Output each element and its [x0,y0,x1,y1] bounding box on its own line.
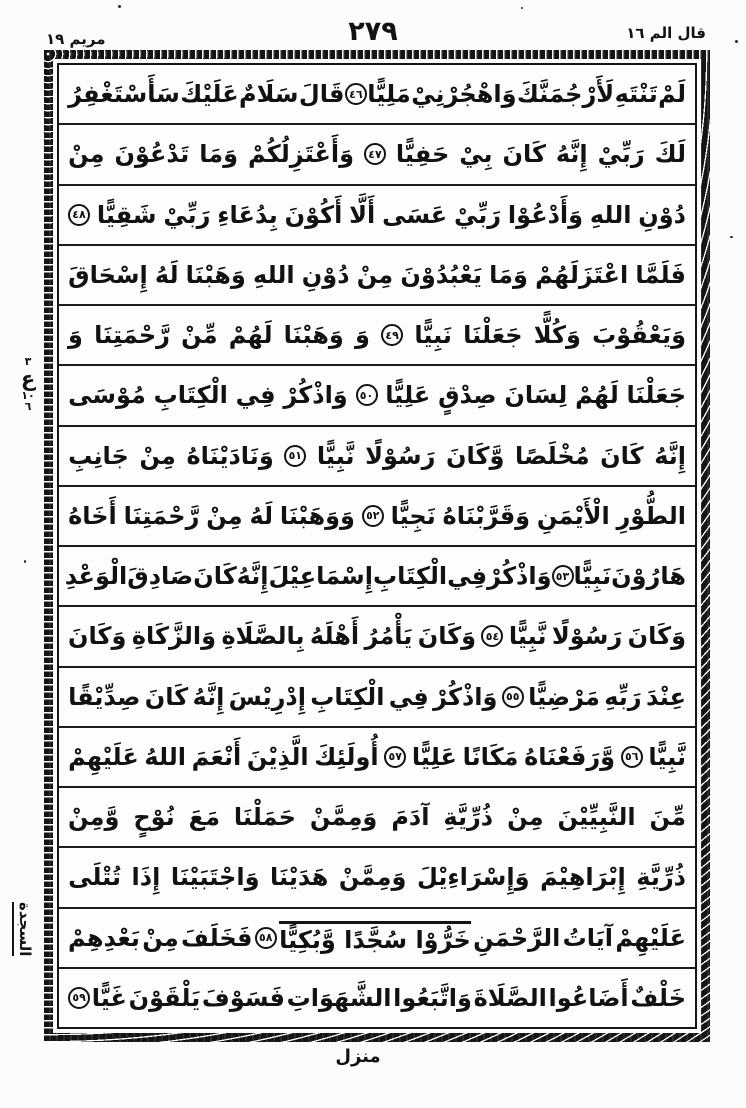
quran-line [59,366,695,426]
scan-speck [521,7,523,9]
quran-word: عَسَى [382,200,448,229]
quran-word: عَلَيْكَ [180,80,239,109]
quran-word: آيَاتُ [562,923,614,952]
quran-word: صِدِّيْقًا [68,682,141,711]
quran-word: وَهَبْنَا [283,321,344,350]
quran-word: الشَّهَوَاتِ [286,983,392,1012]
quran-word: وَ [68,321,83,350]
quran-word: وَكَانَ [68,622,127,651]
quran-word: تَنْتَهِ [614,80,658,109]
quran-word: نَّبِيًّا [648,742,686,771]
quran-word: مِنْ [68,140,105,169]
quran-word: وَّمِنْ [68,803,120,832]
quran-word: ذُرِّيَّةِ [636,863,686,892]
quran-word: وَ [355,321,370,350]
quran-word: حَمَلْنَا [233,803,296,832]
quran-line [59,487,695,547]
quran-word: هَدَيْنَا [270,863,329,892]
quran-word: تَدْعُوْنَ [114,140,190,169]
quran-word: لِسَانَ [504,381,568,410]
quran-word: لَهُمْ [575,381,619,410]
quran-word: قَالَ [298,80,345,109]
quran-word: لَهُمْ [228,321,273,350]
quran-word: فَخَلَفَ [181,923,253,952]
quran-word: نَجِيًّا [390,501,436,530]
quran-line [59,186,695,246]
quran-word: فَلَمَّا [635,260,686,289]
scan-speck [735,40,738,43]
quran-word: مَعَ [188,803,220,832]
quran-line [59,306,695,366]
quran-word: بِالصَّلَاةِ [221,622,305,651]
quran-word: سَأَسْتَغْفِرُ [68,80,180,109]
quran-word: مِنْ [507,803,544,832]
quran-word: كَانَ [144,682,189,711]
quran-word: وَّرَفَعْنَاهُ [524,742,616,771]
quran-word: الطُّوْرِ [616,501,686,530]
quran-word: الصَّلَاةَ [473,983,547,1012]
scan-speck [730,236,733,238]
text-lines [57,63,697,1029]
quran-word: وَمِمَّنْ [309,803,378,832]
quran-word: مِنْ [206,501,243,530]
quran-word: يَأْمُرُ [364,622,413,651]
quran-word: أَخَاهُ [68,501,117,530]
quran-word: كَانَ [193,562,237,591]
quran-word: وَوَهَبْنَا [279,501,355,530]
quran-word: كَانَ [600,441,644,470]
quran-word: مِنْ [356,260,394,289]
quran-word: رَبِّهِ [604,682,642,711]
quran-word: وَيَعْقُوْبَ [592,321,686,350]
quran-word: مَلِيًّا [367,80,411,109]
quran-word: اعْتَزَلَهُمْ [535,260,629,289]
quran-word: عَلِيًّا [385,381,431,410]
quran-word: يَعْبُدُوْنَ [400,260,482,289]
quran-word: عِنْدَ [645,682,686,711]
frame-gap [53,59,701,1033]
quran-word: بِدُعَاءِ [217,200,278,229]
quran-word: نُوْحٍ [133,803,175,832]
quran-word: وَاتَّبَعُوا [393,983,472,1012]
surah-header-label: مريم ١٩ [46,30,106,48]
quran-word: نَّبِيًّا [316,441,355,470]
quran-word: فَسَوْفَ [201,983,285,1012]
quran-word: إِدْرِيْسَ [228,682,306,711]
quran-word: لَهُ [154,260,179,289]
quran-word: وَمَا [199,140,239,169]
quran-line [59,728,695,788]
quran-word: اللهُ [144,742,186,771]
quran-word: ذُرِّيَّةِ [443,803,494,832]
quran-word: وَاذْكُرْ [487,562,552,591]
ruku-number-mid: ١٠ [21,388,35,402]
quran-word: اللهِ [253,260,295,289]
quran-word: وَأَعْتَزِلُكُمْ [247,140,355,169]
sajdah-margin-note: السجدة [12,902,34,956]
quran-word: بِيْ [459,140,493,169]
quran-word: سَلَامٌ [239,80,299,109]
quran-word: إِنَّهُ [236,562,269,591]
quran-word: جَعَلْنَا [626,381,686,410]
quran-line [59,668,695,728]
quran-word: آدَمَ [391,803,430,832]
quran-line [59,65,695,125]
ayah-number-medallion: ٥٤ [481,625,503,647]
quran-word: الرَّحْمَنِ [473,923,561,952]
ayah-number-medallion: ٥٩ [68,987,90,1009]
quran-word: لَمْ [658,80,686,109]
quran-word: غَيًّا [91,983,127,1012]
quran-word: وَنَادَيْنَاهُ [186,441,274,470]
quran-word: الْكِتَابِ [373,562,448,591]
quran-word: بَعْدِهِمْ [68,923,140,952]
quran-word: كَانَ [502,140,546,169]
quran-word: رَبِّيْ [597,140,645,169]
quran-word: نَّبِيًّا [508,622,547,651]
ayah-number-medallion: ٥٨ [255,927,277,949]
quran-word: مَرْضِيًّا [528,682,600,711]
quran-word: رَبِّيْ [454,200,502,229]
quran-word: الْكِتَابِ [153,381,228,410]
ruku-number-bottom: ٦ [24,400,32,414]
quran-word: مُخْلَصًا [514,441,590,470]
quran-word: الْوَعْدِ [64,562,128,591]
quran-line [59,848,695,908]
quran-word: أَهْلَهُ [309,622,360,651]
quran-word: إِنَّهُ [654,441,686,470]
quran-word: وَإِسْرَاءِيْلَ [416,863,530,892]
ain-ruku-icon: ع [20,366,36,391]
quran-word: الْأَيْمَنِ [536,501,610,530]
ayah-number-medallion: ٥١ [284,445,306,467]
quran-word: إِنَّهُ [555,140,588,169]
ayah-number-medallion: ٥٢ [362,505,384,527]
quran-word: وَكَانَ [417,622,477,651]
quran-word: لَكَ [654,140,686,169]
quran-word: دُوْنِ [638,200,686,229]
quran-word: فِي [235,381,276,410]
quran-word: وَقَرَّبْنَاهُ [442,501,531,530]
quran-line [59,427,695,487]
quran-line [59,607,695,667]
quran-word: حَفِيًّا [395,140,450,169]
quran-word: وَكَانَ [627,622,686,651]
quran-word: وَكُلًّا [533,321,581,350]
quran-word: رَسُوْلًا [551,622,623,651]
ayah-number-medallion: ٤٧ [364,143,386,165]
quran-word: أَلَّا [349,200,376,229]
ruku-marker [14,356,42,413]
quran-word: نَبِيًّا [573,562,612,591]
ayah-number-medallion: ٥٥ [502,686,524,708]
quran-word: أَنْعَمَ [191,742,242,771]
quran-word: النَّبِيِّيْنَ [557,803,636,832]
quran-word: يَلْقَوْنَ [128,983,201,1012]
quran-word: إِسْحَاقَ [68,260,148,289]
quran-word: إِنَّهُ [192,682,225,711]
quran-word: صَادِقَ [127,562,194,591]
quran-word: رَّحْمَتِنَا [123,501,200,530]
ruku-number-top: ٣ [24,355,32,368]
ayah-number-medallion: ٥٧ [384,746,406,768]
quran-line [59,788,695,848]
quran-word: إِذَا [131,863,161,892]
quran-line [59,547,695,607]
quran-word: إِسْمَاعِيْلَ [268,562,374,591]
quran-line [59,246,695,306]
quran-word: أَضَاعُوا [548,983,629,1012]
ayah-number-medallion: ٤٨ [68,204,90,226]
quran-word: وَالزَّكَاةِ [131,622,217,651]
quran-word: صِدْقٍ [438,381,497,410]
quran-word: عَلَيْهِمْ [68,742,139,771]
quran-word: مُوْسَى [68,381,146,410]
scan-speck [24,560,26,563]
quran-word: إِبْرَاهِيْمَ [540,863,626,892]
ayah-number-medallion: ٥٦ [621,746,643,768]
quran-word: وَّكَانَ [446,441,505,470]
quran-word: وَاهْجُرْنِيْ [411,80,517,109]
quran-word: أُولَئِكَ [314,742,379,771]
ayah-number-medallion: ٥٣ [552,565,574,587]
ayah-number-medallion: ٤٩ [381,324,403,346]
quran-line [59,969,695,1027]
quran-word: عَلِيًّا [411,742,457,771]
quran-word: مِنْ [142,923,179,952]
quran-word: جَعَلْنَا [463,321,523,350]
quran-word: مِّنْ [181,321,218,350]
quran-line [59,909,695,969]
quran-word: وَاذْكُرْ [433,682,498,711]
quran-word: لَهُ [249,501,274,530]
quran-word: مِنْ [139,441,176,470]
quran-word: رَسُوْلًا [365,441,436,470]
quran-word: وَاذْكُرْ [283,381,348,410]
ornamental-border-frame [44,50,710,1042]
ayah-number-medallion: ٥٠ [356,384,378,406]
quran-word: تُتْلَى [68,863,121,892]
quran-word: لَأَرْجُمَنَّكَ [516,80,615,109]
sajdah-overlined-text: خَرُّوْا سُجَّدًا وَّبُكِيًّا [279,921,471,954]
scan-speck [118,5,121,8]
quran-word: وَأَدْعُوْا [507,200,584,229]
juz-header-label: قال الم ١٦ [626,24,706,42]
quran-word: وَمَا [489,260,528,289]
quran-line [59,125,695,185]
catchword: منزل [335,1046,381,1067]
page-number: ٢٧٩ [348,16,398,47]
quran-word: الْكِتَابِ [310,682,385,711]
quran-word: اللهِ [589,200,632,229]
quran-word: مَكَانًا [462,742,519,771]
quran-word: رَّحْمَتِنَا [94,321,170,350]
quran-word: خَلْفٌ [630,983,686,1012]
quran-word: الَّذِيْنَ [246,742,309,771]
quran-word: فِي [388,682,429,711]
quran-word: أَكُوْنَ [284,200,343,229]
quran-word: شَقِيًّا [96,200,157,229]
quran-word: وَمِمَّنْ [338,863,407,892]
quran-word: وَهَبْنَا [185,260,246,289]
quran-word: عَلَيْهِمْ [615,923,686,952]
quran-word: دُوْنِ [301,260,350,289]
quran-word: مِّنَ [649,803,686,832]
quran-word: جَانِبِ [68,441,129,470]
ayah-number-medallion: ٤٦ [345,83,367,105]
quran-word: نَبِيًّا [414,321,452,350]
quran-word: فِي [447,562,488,591]
quran-word: وَاجْتَبَيْنَا [170,863,260,892]
quran-word: هَارُوْنَ [611,562,686,591]
quran-word: رَبِّيْ [163,200,211,229]
